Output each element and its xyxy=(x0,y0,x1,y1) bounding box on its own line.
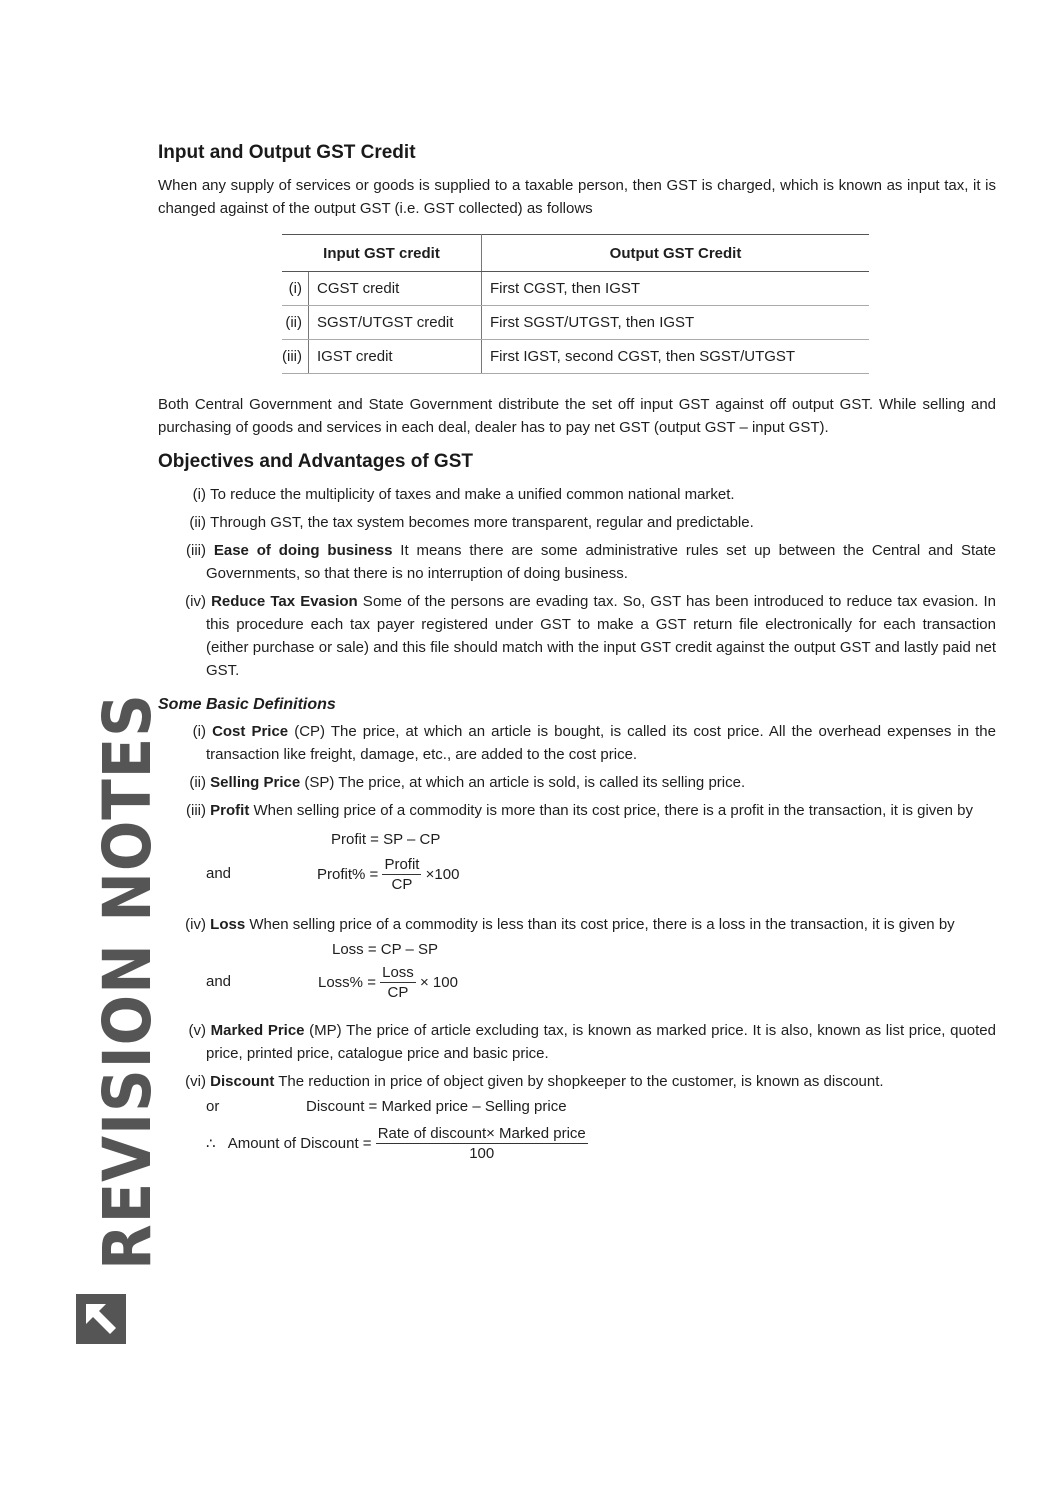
objectives-list xyxy=(158,483,996,682)
item-body: (SP) The price, at which an article is sold, is called its selling price. xyxy=(300,774,746,791)
row-number: (ii) xyxy=(282,306,309,340)
after-table-paragraph: Both Central Government and State Government distribute the set off input GST against off output GST. While selling and purchasing of goods and services in each deal, dealer has to pay net GST (output GST – input GST). xyxy=(158,396,996,436)
loss-formulas xyxy=(158,941,996,1019)
loss-fraction xyxy=(380,963,416,1002)
table-row xyxy=(282,272,869,306)
header-output-gst: Output GST Credit xyxy=(482,235,870,272)
therefore-symbol: ∴ xyxy=(206,1135,216,1153)
row-output: First CGST, then IGST xyxy=(482,272,870,306)
row-output: First IGST, second CGST, then SGST/UTGST xyxy=(482,340,870,374)
amount-discount-formula xyxy=(206,1124,588,1163)
amount-fraction xyxy=(376,1124,588,1163)
item-marker: (iii) xyxy=(186,802,206,819)
item-body: The reduction in price of object given by shopkeeper to the customer, is known as discount. xyxy=(274,1073,884,1090)
profit-percent-rhs: ×100 xyxy=(425,866,460,883)
item-text xyxy=(206,720,996,766)
item-bold: Reduce Tax Evasion xyxy=(211,593,358,610)
profit-fraction xyxy=(382,855,421,894)
heading-objectives: Objectives and Advantages of GST xyxy=(158,451,473,472)
header-input-gst: Input GST credit xyxy=(282,235,482,272)
or-label: or xyxy=(206,1098,220,1115)
item-marker: (ii) xyxy=(189,514,206,531)
definition-selling-price xyxy=(158,771,996,794)
item-body: (MP) The price of article excluding tax, is known as marked price. It is also, known as list price, quoted price, printed price, catalogue price and basic price. xyxy=(206,1022,996,1062)
profit-percent-lhs: Profit% = xyxy=(317,866,379,883)
item-text xyxy=(206,1070,996,1093)
loss-formula: Loss = CP – SP xyxy=(332,941,439,958)
profit-formula: Profit = SP – CP xyxy=(331,831,441,848)
list-item xyxy=(158,483,996,506)
item-bold: Loss xyxy=(210,916,246,933)
item-marker: (iii) xyxy=(186,542,206,559)
definition-cost-price xyxy=(158,720,996,766)
revision-notes-sidebar xyxy=(74,693,166,1346)
item-marker: (ii) xyxy=(189,774,206,791)
arrow-up-left-icon-svg xyxy=(76,1294,126,1344)
heading-input-output-gst: Input and Output GST Credit xyxy=(158,142,416,163)
item-bold: Selling Price xyxy=(210,774,301,791)
item-marker: (iv) xyxy=(185,916,206,933)
list-item xyxy=(158,511,996,534)
item-text xyxy=(206,539,996,585)
row-input: CGST credit xyxy=(309,272,482,306)
item-marker: (vi) xyxy=(185,1073,206,1090)
definition-discount xyxy=(158,1070,996,1093)
item-body: (CP) The price, at which an article is bought, is called its cost price. All the overhead expenses in the transaction like freight, damage, etc., are added to the cost price. xyxy=(206,723,996,763)
table-row xyxy=(282,340,869,374)
intro-paragraph: When any supply of services or goods is supplied to a taxable person, then GST is charged, which is known as input tax, it is changed against of the output GST (i.e. GST collected) as follows xyxy=(158,177,996,217)
table-row xyxy=(282,306,869,340)
profit-formulas xyxy=(158,827,996,913)
item-bold: Discount xyxy=(210,1073,275,1090)
item-marker: (v) xyxy=(188,1022,206,1039)
item-marker: (i) xyxy=(192,486,206,503)
table-header-row xyxy=(282,235,869,272)
item-marker: (i) xyxy=(192,723,206,740)
item-text xyxy=(206,511,996,534)
discount-formula: Discount = Marked price – Selling price xyxy=(306,1098,567,1115)
row-output: First SGST/UTGST, then IGST xyxy=(482,306,870,340)
item-body: To reduce the multiplicity of taxes and make a unified common national market. xyxy=(210,486,735,503)
row-input: SGST/UTGST credit xyxy=(309,306,482,340)
list-item xyxy=(158,590,996,682)
item-marker: (iv) xyxy=(185,593,206,610)
amount-discount-lhs: Amount of Discount = xyxy=(227,1135,372,1152)
revision-notes-label: REVISION NOTES xyxy=(89,693,166,1270)
item-bold: Ease of doing business xyxy=(213,542,393,559)
loss-percent-formula xyxy=(318,963,458,1002)
item-body: Some of the persons are evading tax. So, GST has been introduced to reduce tax evasion. In this procedure each tax payer registered under GST to make a GST return file electronically for each transaction (either purchase or sale) and this file should match with the input GST credit against the output GST and lastly paid net GST. xyxy=(206,593,996,679)
item-body: Through GST, the tax system becomes more transparent, regular and predictable. xyxy=(210,514,754,531)
fraction-denominator: CP xyxy=(387,984,409,1001)
item-bold: Marked Price xyxy=(210,1022,305,1039)
definition-marked-price xyxy=(158,1019,996,1065)
fraction-denominator: 100 xyxy=(469,1145,495,1162)
fraction-numerator: Loss xyxy=(382,964,414,981)
definitions-list-3 xyxy=(158,1019,996,1093)
item-text xyxy=(206,771,996,794)
list-item xyxy=(158,539,996,585)
profit-percent-formula xyxy=(317,855,459,894)
item-body: When selling price of a commodity is more than its cost price, there is a profit in the transaction, it is given by xyxy=(249,802,973,819)
item-bold: Cost Price xyxy=(212,723,289,740)
arrow-up-left-icon xyxy=(76,1294,126,1344)
heading-basic-definitions: Some Basic Definitions xyxy=(158,696,336,713)
definitions-list xyxy=(158,720,996,822)
definitions-list-2 xyxy=(158,913,996,936)
page-content xyxy=(158,142,996,1168)
fraction-numerator: Profit xyxy=(384,856,420,873)
loss-percent-rhs: × 100 xyxy=(419,974,458,991)
row-input: IGST credit xyxy=(309,340,482,374)
row-number: (i) xyxy=(282,272,309,306)
definition-loss xyxy=(158,913,996,936)
fraction-numerator: Rate of discount× Marked price xyxy=(377,1125,586,1142)
discount-formulas xyxy=(158,1098,996,1168)
and-label: and xyxy=(206,865,232,882)
fraction-denominator: CP xyxy=(391,876,413,893)
item-text xyxy=(206,483,996,506)
item-body: It means there are some administrative rules set up between the Central and State Governments, so that there is no interruption of doing business. xyxy=(206,542,996,582)
row-number: (iii) xyxy=(282,340,309,374)
item-text xyxy=(206,913,996,936)
and-label: and xyxy=(206,973,232,990)
item-text xyxy=(206,1019,996,1065)
item-text xyxy=(206,590,996,682)
loss-percent-lhs: Loss% = xyxy=(318,974,376,991)
gst-credit-table xyxy=(282,234,869,374)
item-text xyxy=(206,799,996,822)
item-body: When selling price of a commodity is less than its cost price, there is a loss in the transaction, it is given by xyxy=(245,916,955,933)
definition-profit xyxy=(158,799,996,822)
item-bold: Profit xyxy=(210,802,250,819)
